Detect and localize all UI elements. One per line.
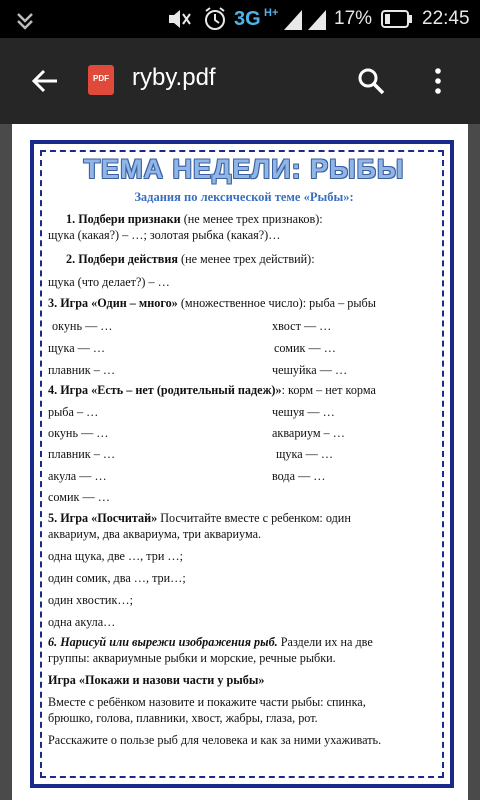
document-title: ТЕМА НЕДЕЛИ: РЫБЫ [83,154,405,184]
s4-right-item: аквариум – … [272,426,345,440]
mute-icon [166,0,192,38]
pdf-file-icon [88,65,114,95]
section-5-heading: 5. Игра «Посчитай» Посчитайте вместе с ребенком: один [48,511,351,525]
s5-item: один хвостик…; [48,593,133,607]
s4-right-item: щука — … [276,447,334,461]
overflow-menu-icon[interactable] [428,66,448,96]
s4-left-item: акула — … [48,469,107,483]
s3-left-item: окунь — … [52,319,113,333]
pdf-viewer[interactable] [0,124,480,800]
app-toolbar [0,38,480,124]
s4-left-item: сомик — … [48,490,110,504]
signal-icon-2 [306,0,328,38]
s5-item: одна акула… [48,615,116,629]
closing-line: Расскажите о пользе рыб для человека и как за ними ухаживать. [48,733,382,747]
s4-left-item: окунь — … [48,426,109,440]
section-7-line-2: брюшко, голова, плавники, хвост, жабры, глаза, рот. [48,711,318,725]
section-5-line-2: аквариум, два аквариума, три аквариума. [48,527,262,541]
search-icon[interactable] [356,66,386,96]
clock: 22:45 [422,8,470,29]
document-subtitle: Задания по лексической теме «Рыбы»: [134,190,354,204]
s3-right-item: сомик — … [274,341,336,355]
battery-icon [380,0,414,38]
signal-icon [282,0,304,38]
section-7-line-1: Вместе с ребёнком назовите и покажите части рыбы: спинка, [48,695,366,709]
section-1-heading: 1. Подбери признаки (не менее трех признаков): [66,212,323,226]
section-2-heading: 2. Подбери действия (не менее трех действий): [66,252,315,266]
s4-left-item: рыба – … [48,405,99,419]
s3-right-item: хвост — … [272,319,332,333]
s5-item: один сомик, два …, три…; [48,571,186,585]
network-type-super: H+ [264,7,279,19]
s3-right-item: чешуйка — … [272,363,348,377]
section-7-heading: Игра «Покажи и назови части у рыбы» [48,673,265,687]
pdf-page [12,124,468,800]
file-name: ryby.pdf [132,64,216,91]
s4-right-item: чешуя — … [272,405,335,419]
section-6-line-2: группы: аквариумные рыбки и морские, речные рыбки. [48,651,336,665]
s3-left-item: плавник – … [48,363,116,377]
status-bar [0,0,480,38]
network-type: 3G [234,8,261,30]
battery-percent: 17% [334,8,373,29]
section-3-heading: 3. Игра «Один – много» (множественное число): рыба – рыбы [48,296,376,310]
section-2-line-2: щука (что делает?) – … [48,275,170,289]
alarm-icon [202,0,228,38]
back-arrow-icon[interactable] [30,66,60,96]
pdf-badge-label: PDF [93,74,109,83]
section-1-line-2: щука (какая?) – …; золотая рыбка (какая?)… [48,228,281,242]
s4-right-item: вода — … [272,469,326,483]
section-4-heading: 4. Игра «Есть – нет (родительный падеж)»: корм – нет корма [48,383,376,397]
s4-left-item: плавник – … [48,447,116,461]
s3-left-item: щука — … [48,341,106,355]
s5-item: одна щука, две …, три …; [48,549,183,563]
section-6-heading: 6. Нарисуй или вырежи изображения рыб. Раздели их на две [48,635,373,649]
download-icon [14,0,36,38]
